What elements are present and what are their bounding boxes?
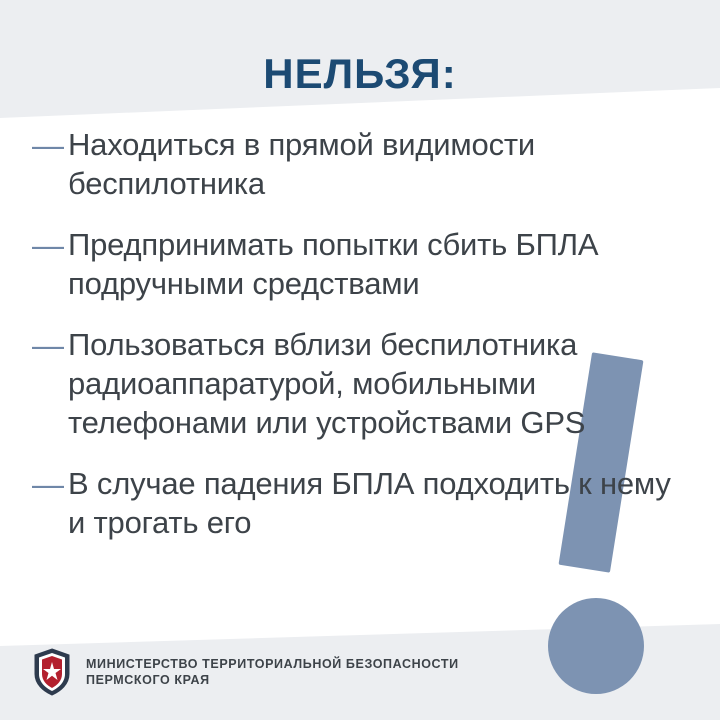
footer (0, 624, 720, 720)
ministry-crest-icon (32, 648, 72, 696)
footer-text-block (86, 656, 459, 688)
list-item (32, 325, 692, 442)
list-item (32, 225, 692, 303)
list-item-text: Пользоваться вблизи беспилотника радиоаппаратурой, мобильными телефонами или устройствами GPS (68, 327, 586, 440)
page-title: НЕЛЬЗЯ: (263, 50, 457, 97)
dash-marker: — (32, 466, 64, 502)
list-item-text: В случае падения БПЛА подходить к нему и трогать его (68, 466, 671, 540)
dash-marker: — (32, 127, 64, 163)
prohibition-list (32, 125, 692, 564)
footer-line-1: МИНИСТЕРСТВО ТЕРРИТОРИАЛЬНОЙ БЕЗОПАСНОСТИ (86, 657, 459, 671)
dash-marker: — (32, 227, 64, 263)
list-item-text: Предпринимать попытки сбить БПЛА подручными средствами (68, 227, 599, 301)
list-item-text: Находиться в прямой видимости беспилотника (68, 127, 535, 201)
dash-marker: — (32, 327, 64, 363)
footer-line-2: ПЕРМСКОГО КРАЯ (86, 673, 210, 687)
list-item (32, 464, 692, 542)
list-item (32, 125, 692, 203)
